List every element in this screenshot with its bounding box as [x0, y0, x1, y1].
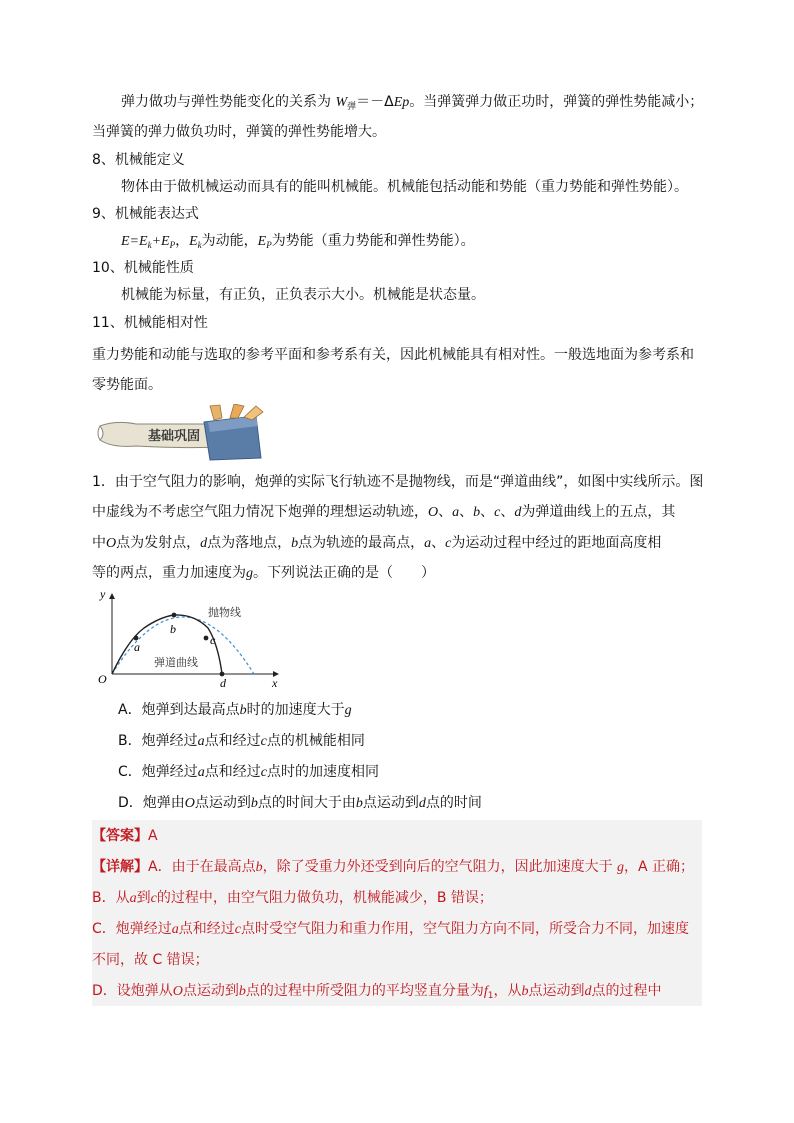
- text-span: 中虚线为不考虑空气阻力情况下炮弹的理想运动轨迹，: [92, 504, 428, 520]
- subscript: P: [266, 240, 272, 250]
- text-span: 为运动过程中经过的距地面高度相: [451, 535, 662, 551]
- point-b: b: [355, 796, 363, 811]
- option-c: [118, 762, 379, 783]
- point-c: c: [260, 734, 267, 749]
- point-d: d: [584, 984, 592, 999]
- point-a: a: [171, 922, 179, 937]
- x-axis-label: x: [272, 676, 278, 690]
- question-line-3: [92, 533, 704, 554]
- text-span: 点运动到: [182, 983, 239, 999]
- text-span: 到: [136, 890, 151, 906]
- answer-value: A: [148, 828, 158, 844]
- point-d: d: [200, 536, 208, 551]
- question-line-2: [92, 502, 704, 523]
- text-span: 点运动到: [194, 795, 251, 811]
- point-c-dot: [204, 636, 209, 641]
- symbol-g: g: [617, 860, 625, 875]
- detail-line-5: [92, 981, 704, 1006]
- point-O: O: [106, 536, 117, 551]
- trajectory-diagram: [92, 588, 292, 690]
- point-a: a: [424, 536, 432, 551]
- paragraph-11-line-2: 零势能面。: [92, 377, 162, 393]
- text-span: 点和经过: [204, 733, 261, 749]
- heading-10: 10、机械能性质: [92, 260, 194, 276]
- ballistic-label: 弹道曲线: [154, 656, 198, 669]
- text-span: 点时的加速度相同: [267, 764, 379, 780]
- option-a: [118, 700, 352, 721]
- text-span: 点的机械能相同: [266, 733, 365, 749]
- point-a: a: [197, 765, 205, 780]
- text-span: C．炮弹经过: [118, 764, 198, 780]
- subscript: 1: [487, 991, 494, 1001]
- point-d: d: [514, 505, 522, 520]
- text-span: D．炮弹由: [118, 795, 185, 811]
- text-span: 点的时间: [425, 795, 482, 811]
- text-span: ＝－Δ: [356, 94, 394, 110]
- point-b: b: [239, 703, 247, 718]
- parabola-label: 抛物线: [208, 606, 241, 619]
- symbol-g: g: [246, 566, 253, 581]
- text-span: 点为落地点，: [207, 535, 292, 551]
- paragraph-9: [121, 231, 733, 255]
- paragraph-10: 机械能为标量，有正负，正负表示大小。机械能是状态量。: [121, 287, 485, 303]
- answer-line: [92, 826, 704, 846]
- y-axis-label: y: [100, 588, 106, 601]
- text-span: C．炮弹经过: [92, 921, 172, 937]
- point-a: a: [197, 734, 205, 749]
- symbol-g: g: [344, 703, 352, 718]
- point-c: c: [445, 536, 452, 551]
- text-span: ，A 正确；: [624, 859, 695, 875]
- subscript: P: [169, 240, 176, 250]
- text-span: 的过程中，由空气阻力做负功，机械能减少，B 错误；: [156, 890, 493, 906]
- point-c: c: [234, 922, 241, 937]
- option-d: [118, 793, 482, 814]
- spring-work-line-1: [121, 92, 733, 117]
- text-span: 点运动到: [362, 795, 419, 811]
- point-b: b: [238, 984, 246, 999]
- text-span: 、: [431, 535, 446, 551]
- point-O: O: [184, 796, 195, 811]
- point-O: O: [172, 984, 183, 999]
- text-span: ，除了受重力外还受到向后的空气阻力，因此加速度大于: [262, 859, 618, 875]
- heading-8: 8、机械能定义: [92, 152, 185, 168]
- point-a: a: [129, 891, 137, 906]
- spring-work-line-2: 当弹簧的弹力做负功时，弹簧的弹性势能增大。: [92, 124, 386, 140]
- symbol-E: E: [257, 234, 267, 249]
- label-c: c: [210, 633, 216, 647]
- point-b: b: [473, 505, 481, 520]
- formula: E=E: [121, 234, 148, 249]
- text-span: 、: [459, 504, 474, 520]
- label-d: d: [220, 676, 226, 690]
- answer-box: [92, 820, 702, 1006]
- text-span: 点为轨迹的最高点，: [298, 535, 425, 551]
- banner-text: 基础巩固: [148, 429, 201, 444]
- text-span: 为势能（重力势能和弹性势能）。: [271, 233, 475, 249]
- text-span: 点的过程中所受阻力的平均竖直分量为: [245, 983, 484, 999]
- option-b: [118, 731, 365, 752]
- paragraph-8: 物体由于做机械运动而具有的能叫机械能。机械能包括动能和势能（重力势能和弹性势能）。: [121, 179, 688, 195]
- point-b-dot: [172, 613, 177, 618]
- paragraph-11-line-1: 重力势能和动能与选取的参考平面和参考系有关，因此机械能具有相对性。一般选地面为参考系和: [92, 347, 694, 363]
- text-span: 为弹道曲线上的五点，其: [521, 504, 676, 520]
- subscript: k: [197, 240, 202, 250]
- detail-line-1: [92, 857, 704, 878]
- heading-9: 9、机械能表达式: [92, 206, 199, 222]
- symbol-Ep: Ep: [393, 95, 410, 110]
- text-span: A．由于在最高点: [148, 859, 256, 875]
- point-b: b: [255, 860, 263, 875]
- subscript: 弹: [347, 102, 357, 112]
- symbol-E: E: [189, 234, 198, 249]
- text-span: 。当弹簧弹力做正功时，弹簧的弹性势能减小；: [409, 94, 704, 110]
- answer-tag: 【答案】: [92, 828, 148, 844]
- text-span: 点运动到: [528, 983, 585, 999]
- text-span: 点时受空气阻力和重力作用，空气阻力方向不同，所受合力不同，加速度: [241, 921, 689, 937]
- text-span: ，: [175, 233, 190, 249]
- symbol-W: W: [335, 95, 348, 110]
- point-c: c: [150, 891, 157, 906]
- text-span: A．炮弹到达最高点: [118, 702, 240, 718]
- point-c: c: [260, 765, 267, 780]
- detail-line-2: [92, 888, 704, 909]
- point-O: O: [428, 505, 439, 520]
- point-a: a: [452, 505, 460, 520]
- text-span: 点的过程中: [591, 983, 662, 999]
- label-b: b: [170, 622, 176, 636]
- text-span: 、: [500, 504, 515, 520]
- text-span: 、: [480, 504, 495, 520]
- point-c: c: [494, 505, 501, 520]
- question-line-4: [92, 563, 704, 584]
- heading-11: 11、机械能相对性: [92, 315, 208, 331]
- text-span: 等的两点，重力加速度为: [92, 565, 246, 581]
- text-span: 点为发射点，: [116, 535, 201, 551]
- point-b: b: [521, 984, 529, 999]
- subscript: k: [147, 240, 152, 250]
- point-b: b: [291, 536, 299, 551]
- label-a: a: [134, 640, 140, 654]
- text-span: 点和经过: [204, 764, 261, 780]
- text-span: B．从: [92, 890, 130, 906]
- point-d: d: [418, 796, 426, 811]
- text-span: 、: [438, 504, 453, 520]
- detail-tag: 【详解】: [92, 859, 148, 875]
- symbol-f: f: [483, 984, 488, 999]
- section-banner: [96, 404, 276, 462]
- text-span: 时的加速度大于: [246, 702, 345, 718]
- text-span: 点的时间大于由: [257, 795, 356, 811]
- text-span: 。下列说法正确的是（ ）: [253, 565, 435, 581]
- detail-line-3: [92, 919, 704, 940]
- pen-holder-icon: [204, 404, 263, 460]
- origin-label: O: [98, 672, 107, 686]
- text-span: ，从: [493, 983, 522, 999]
- text-span: B．炮弹经过: [118, 733, 198, 749]
- text-span: 为动能，: [201, 233, 258, 249]
- point-b: b: [250, 796, 258, 811]
- text-span: 中: [92, 535, 106, 551]
- detail-line-4: 不同，故 C 错误；: [92, 952, 209, 968]
- text-span: 弹力做功与弹性势能变化的关系为: [121, 94, 336, 110]
- text-span: D．设炮弹从: [92, 983, 173, 999]
- question-line-1: 1．由于空气阻力的影响，炮弹的实际飞行轨迹不是抛物线，而是“弹道曲线”，如图中实线所示。图: [92, 474, 704, 490]
- formula: +E: [151, 234, 170, 249]
- text-span: 点和经过: [178, 921, 235, 937]
